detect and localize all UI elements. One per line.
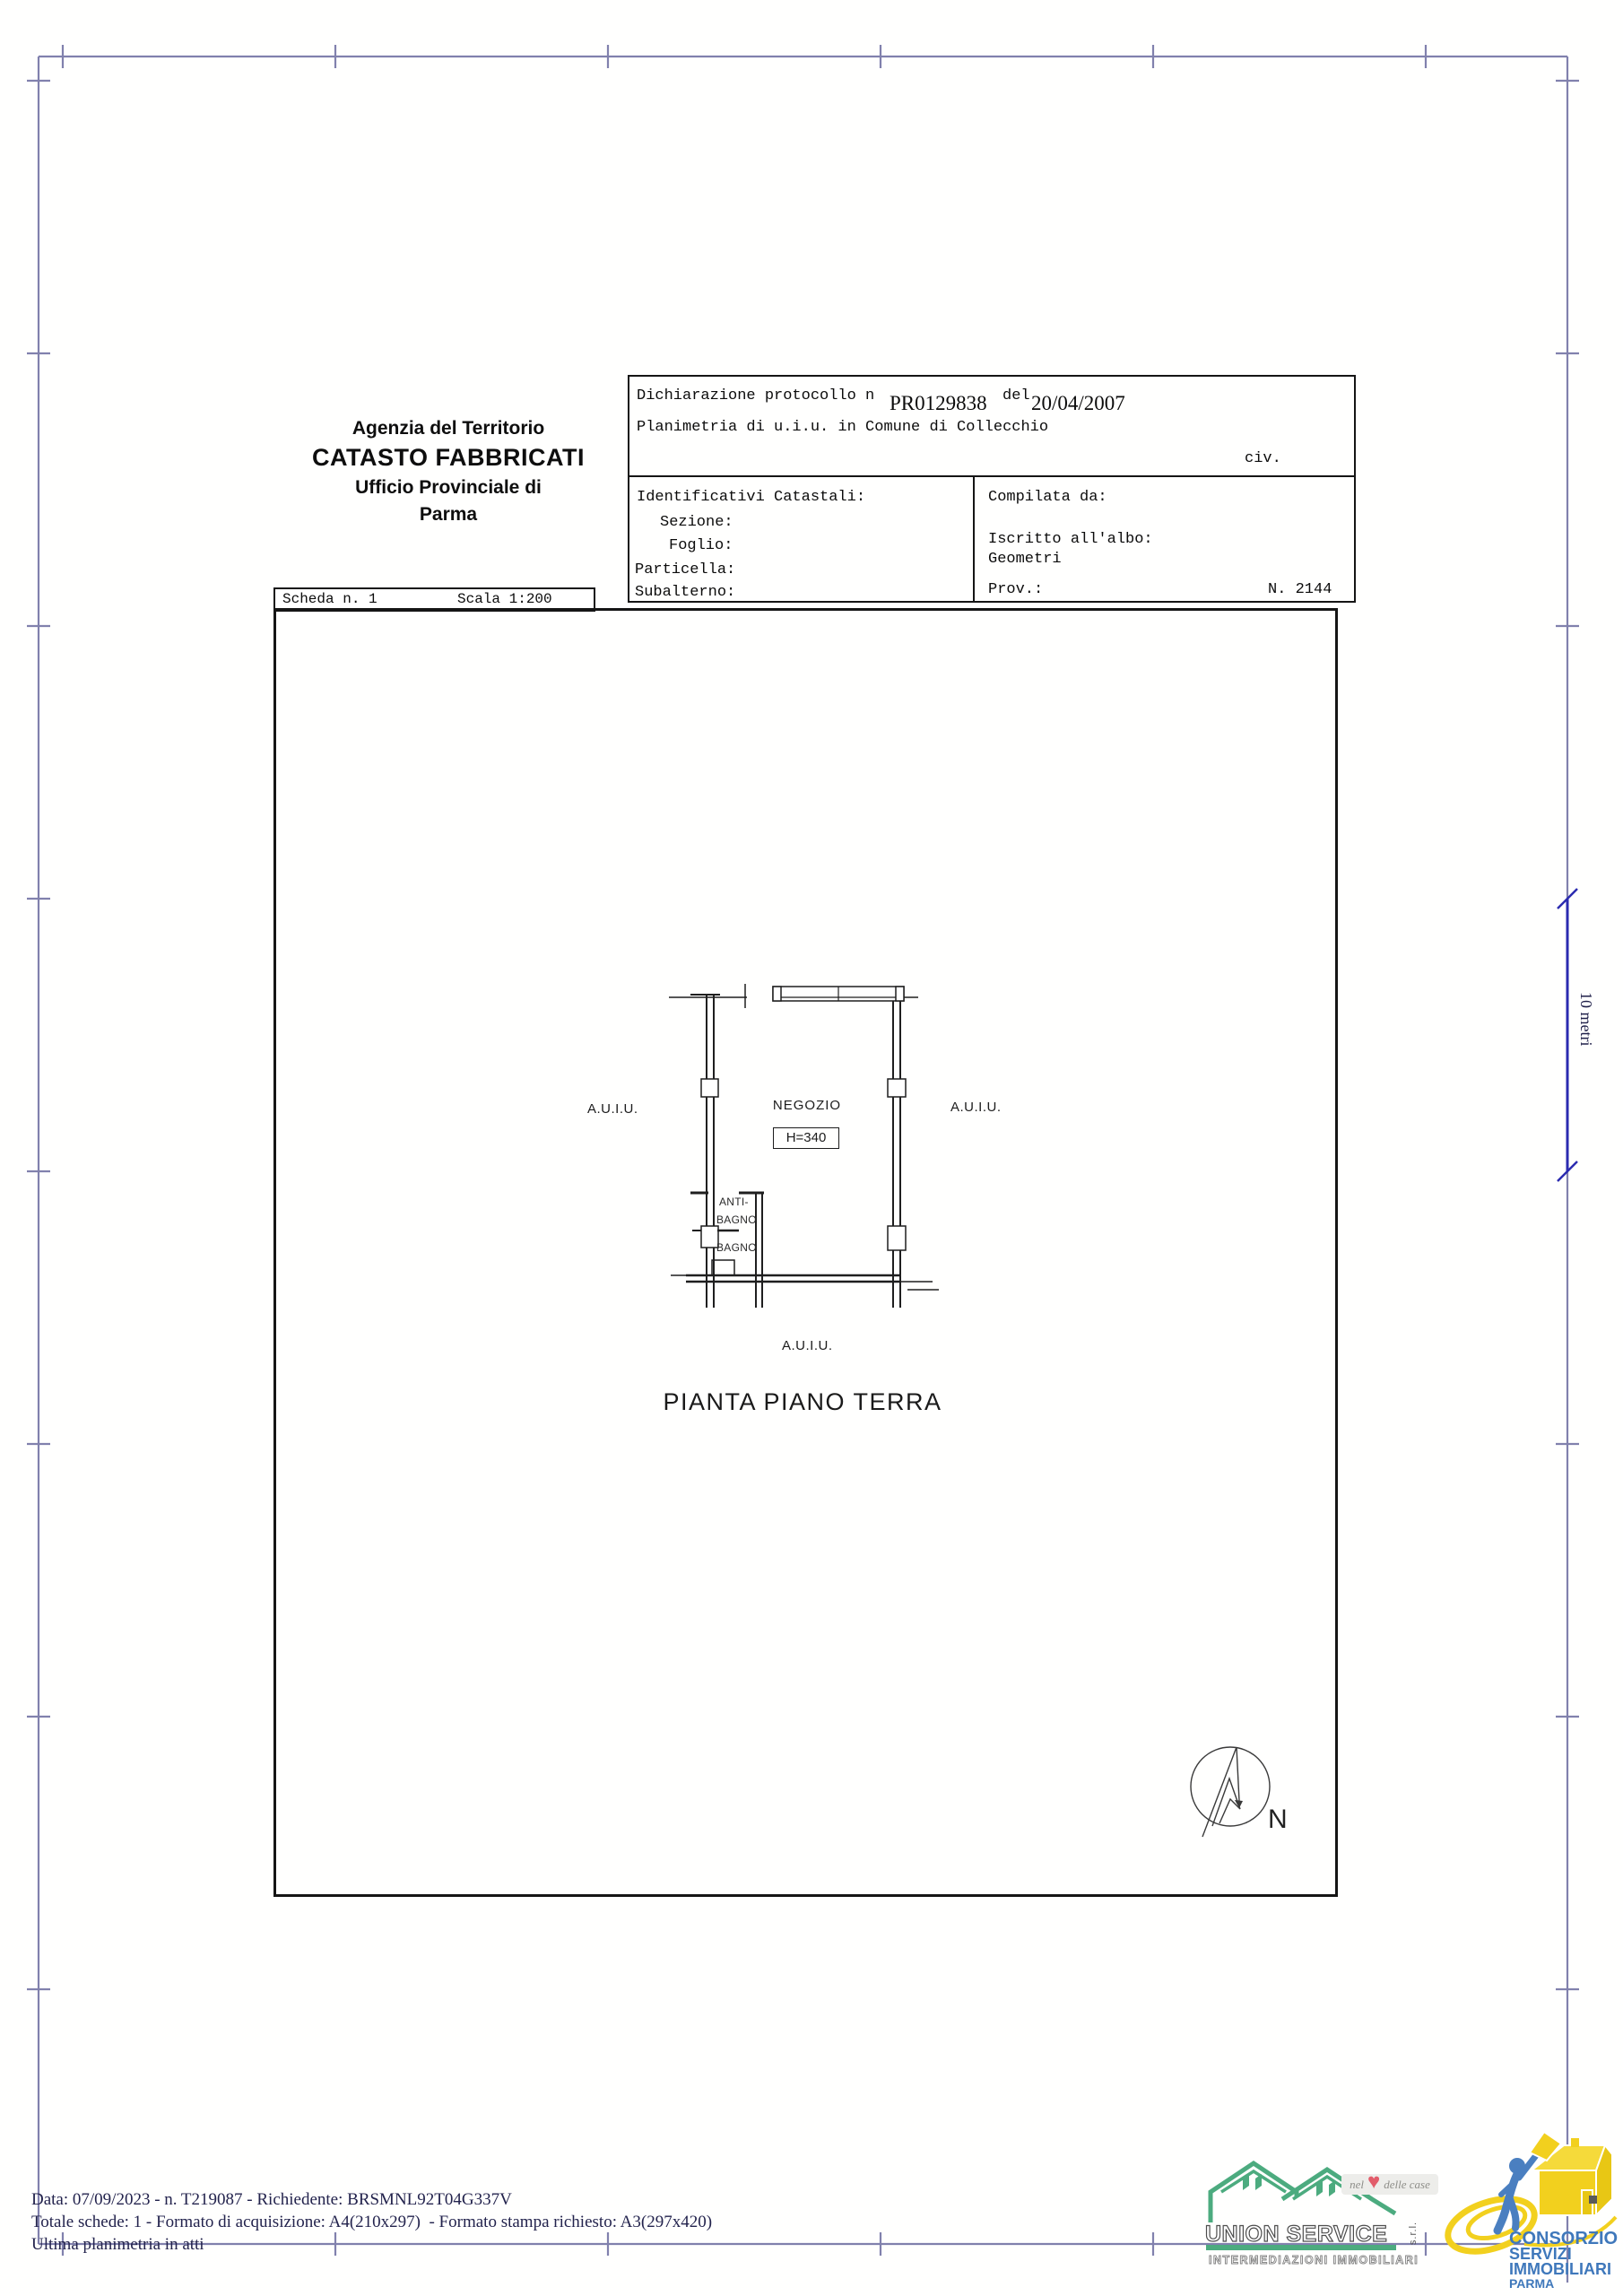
agency-line4: Parma bbox=[419, 504, 478, 525]
tagline-pre: nel bbox=[1350, 2177, 1364, 2191]
consorzio-line2: SERVIZI bbox=[1509, 2245, 1572, 2263]
footer-line3: Ultima planimetria in atti bbox=[31, 2235, 204, 2254]
agency-line1: Agenzia del Territorio bbox=[352, 418, 545, 439]
identificativi-title: Identificativi Catastali: bbox=[637, 489, 866, 506]
union-service-subtitle: INTERMEDIAZIONI IMMOBILIARI bbox=[1209, 2254, 1419, 2266]
union-service-tagline bbox=[1341, 2169, 1438, 2195]
plan-sheet-frame bbox=[273, 608, 1338, 1897]
agency-heading bbox=[300, 414, 596, 528]
field-particella: Particella: bbox=[635, 561, 736, 578]
header-divider-horizontal bbox=[629, 475, 1354, 477]
del-label: del bbox=[1002, 387, 1030, 404]
scala-label: Scala 1:200 bbox=[457, 591, 552, 607]
auiu-right-label: A.U.I.U. bbox=[950, 1100, 1002, 1115]
field-foglio: Foglio: bbox=[669, 537, 733, 554]
compilata-title: Compilata da: bbox=[988, 489, 1107, 506]
consorzio-line3: IMMOBILIARI bbox=[1509, 2260, 1611, 2278]
scale-bar bbox=[1558, 889, 1577, 1181]
field-sezione: Sezione: bbox=[660, 514, 733, 531]
footer-line2: Totale schede: 1 - Formato di acquisizione: A4(210x297) - Formato stampa richiesto: A3(297x420) bbox=[31, 2213, 713, 2231]
albo-label: Iscritto all'albo: bbox=[988, 531, 1153, 548]
consorzio-line1: CONSORZIO bbox=[1509, 2229, 1619, 2248]
union-service-wordmark: UNION SERVICE bbox=[1205, 2222, 1388, 2247]
auiu-left-label: A.U.I.U. bbox=[587, 1101, 638, 1117]
north-label: N bbox=[1268, 1805, 1288, 1834]
protocol-number: PR0129838 bbox=[890, 392, 987, 414]
union-service-srl: s.r.l. bbox=[1408, 2221, 1419, 2246]
agency-line2: CATASTO FABBRICATI bbox=[312, 444, 585, 471]
plan-title: PIANTA PIANO TERRA bbox=[663, 1388, 942, 1415]
antibagno-label-line2: BAGNO bbox=[716, 1213, 757, 1226]
heart-icon: ♥ bbox=[1367, 2169, 1381, 2194]
civ-label: civ. bbox=[1245, 450, 1281, 467]
declaration-box bbox=[628, 375, 1356, 603]
planimetria-line: Planimetria di u.i.u. in Comune di Collecchio bbox=[637, 419, 1049, 436]
auiu-bottom-label: A.U.I.U. bbox=[782, 1338, 833, 1353]
albo-value: Geometri bbox=[988, 551, 1062, 568]
bagno-label: BAGNO bbox=[716, 1241, 757, 1254]
room-label-negozio: NEGOZIO bbox=[772, 1098, 842, 1113]
room-height-label: H=340 bbox=[773, 1127, 839, 1149]
consorzio-line4: PARMA bbox=[1509, 2276, 1555, 2291]
protocol-label: Dichiarazione protocollo n bbox=[637, 387, 875, 404]
scheda-label: Scheda n. 1 bbox=[282, 591, 378, 607]
protocol-date: 20/04/2007 bbox=[1031, 392, 1125, 414]
header-divider-vertical bbox=[973, 477, 975, 601]
agency-line3: Ufficio Provinciale di bbox=[355, 477, 542, 498]
prov-label: Prov.: bbox=[988, 581, 1044, 598]
field-subalterno: Subalterno: bbox=[635, 584, 736, 601]
register-number: N. 2144 bbox=[1268, 581, 1332, 598]
footer-line1: Data: 07/09/2023 - n. T219087 - Richiedente: BRSMNL92T04G337V bbox=[31, 2190, 512, 2209]
scale-bar-label: 10 metri bbox=[1577, 992, 1595, 1047]
tagline-post: delle case bbox=[1384, 2177, 1430, 2191]
antibagno-label-line1: ANTI- bbox=[719, 1196, 749, 1208]
